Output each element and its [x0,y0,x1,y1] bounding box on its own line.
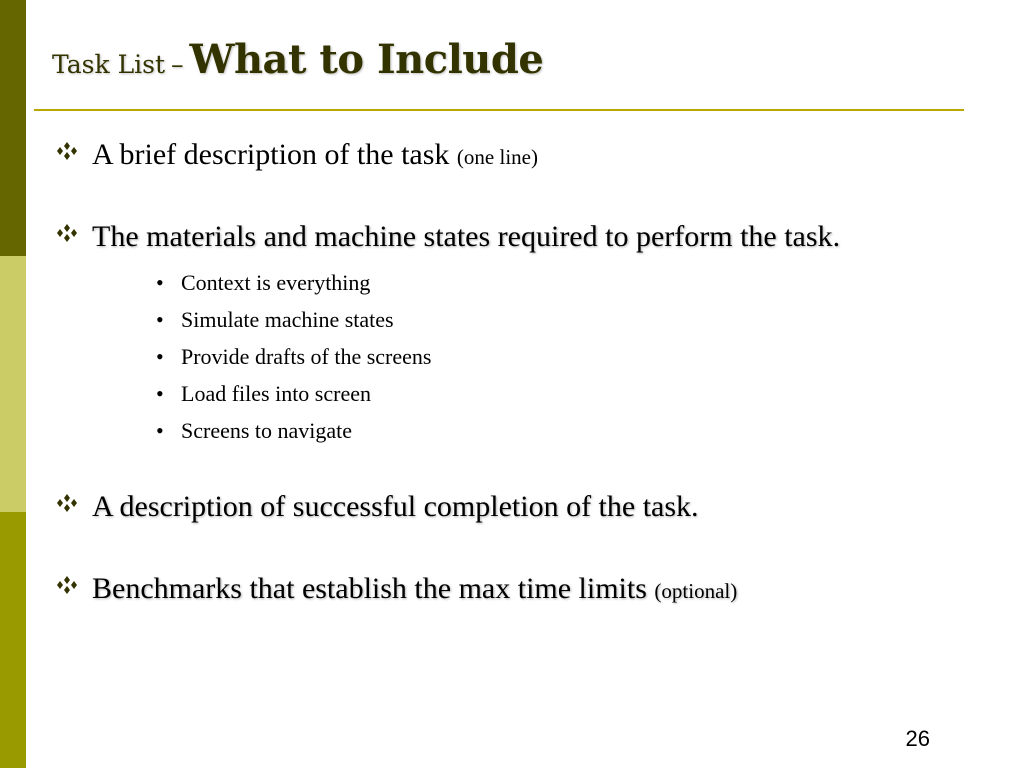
sub-bullet-marker: • [156,307,164,332]
bullet-note: (optional) [654,579,738,603]
diamond-cluster-icon [54,493,80,513]
diamond-cluster-icon [54,223,80,243]
diamond-cluster-icon [54,141,80,161]
left-decorative-bar [0,0,26,768]
sub-bullet-text: Load files into screen [181,381,371,406]
bullet-item-1 [54,138,538,174]
sub-bullet-item [156,301,431,338]
slide-title [52,36,543,83]
sub-bullet-item [156,375,431,412]
bullet-text: The materials and machine states required to perform the task [92,220,833,253]
bullet-note: . [832,220,841,253]
sub-bullet-marker: • [156,270,164,295]
sub-bullet-item [156,338,431,375]
title-separator: – [171,50,184,79]
sub-bullet-text: Context is everything [181,270,371,295]
sub-bullet-text: Screens to navigate [181,418,353,443]
sub-bullet-marker: • [156,418,164,443]
title-main: What to Include [189,36,544,83]
sub-bullet-list [156,264,431,449]
sub-bullet-marker: • [156,381,164,406]
left-bar-top-segment [0,0,26,256]
bullet-item-3 [54,490,699,524]
left-bar-middle-segment [0,256,26,512]
sub-bullet-item [156,264,431,301]
sub-bullet-marker: • [156,344,164,369]
sub-bullet-item [156,412,431,449]
left-bar-bottom-segment [0,512,26,768]
sub-bullet-text: Provide drafts of the screens [181,344,432,369]
bullet-item-2 [54,220,840,254]
title-prefix: Task List [52,50,166,79]
title-divider [34,109,964,111]
page-number: 26 [905,726,930,751]
diamond-cluster-icon [54,575,80,595]
bullet-item-4 [54,572,737,608]
bullet-text: Benchmarks that establish the max time limits [92,572,647,605]
bullet-text: A description of successful completion of the task. [92,490,699,523]
bullet-text: A brief description of the task [92,138,450,171]
sub-bullet-text: Simulate machine states [181,307,394,332]
bullet-note: (one line) [456,145,538,169]
